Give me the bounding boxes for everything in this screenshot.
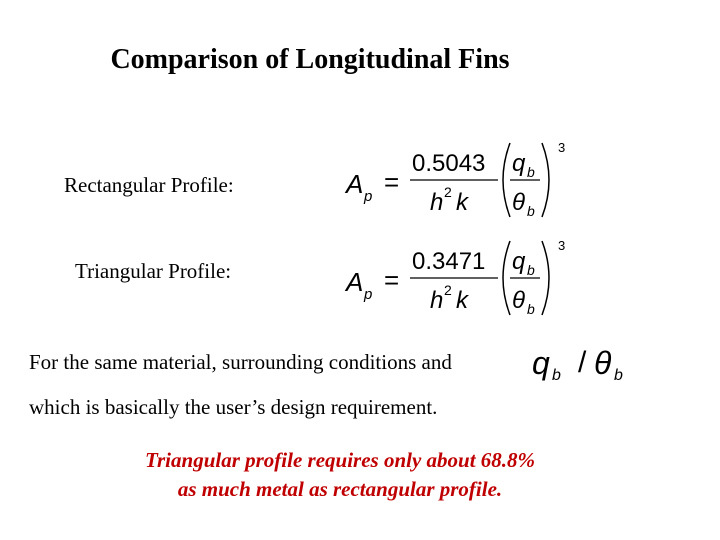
formula-theta: θ bbox=[512, 287, 526, 314]
ratio-theta: θ bbox=[594, 345, 612, 381]
formula-denominator-exp: 2 bbox=[444, 282, 452, 298]
conclusion bbox=[60, 446, 620, 504]
formula-equals: = bbox=[384, 265, 400, 295]
formula-lhs-sub: p bbox=[364, 188, 373, 205]
formula-theta-sub: b bbox=[527, 301, 535, 317]
formula-lhs: A bbox=[346, 267, 364, 297]
heat-ratio-formula bbox=[528, 338, 638, 388]
formula-q: q bbox=[512, 248, 526, 275]
formula-denominator-tail: k bbox=[456, 287, 468, 314]
formula-lhs: A bbox=[346, 169, 364, 199]
body-line-1: For the same material, surrounding conditions and bbox=[29, 350, 452, 374]
rectangular-profile-label: Rectangular Profile: bbox=[64, 173, 234, 197]
left-paren bbox=[503, 241, 510, 315]
formula-q-sub: b bbox=[527, 262, 535, 278]
body-line-2: which is basically the user’s design requirement. bbox=[29, 395, 438, 419]
triangular-profile-formula bbox=[340, 233, 580, 323]
formula-power: 3 bbox=[558, 238, 566, 253]
triangular-profile-label: Triangular Profile: bbox=[75, 259, 232, 283]
formula-denominator-exp: 2 bbox=[444, 184, 452, 200]
formula-power: 3 bbox=[558, 140, 566, 155]
page-title: Comparison of Longitudinal Fins bbox=[110, 44, 510, 75]
formula-denominator: h bbox=[430, 287, 444, 314]
rectangular-profile-formula bbox=[340, 135, 580, 225]
right-paren bbox=[542, 241, 549, 315]
formula-q: q bbox=[512, 150, 526, 177]
ratio-slash: / bbox=[578, 346, 587, 379]
right-paren bbox=[542, 143, 549, 217]
ratio-q: q bbox=[532, 345, 550, 381]
ratio-q-sub: b bbox=[552, 367, 561, 384]
formula-denominator-tail: k bbox=[456, 189, 468, 216]
formula-q-sub: b bbox=[527, 164, 535, 180]
formula-denominator: h bbox=[430, 189, 444, 216]
formula-coefficient: 0.5043 bbox=[412, 150, 486, 177]
formula-theta-sub: b bbox=[527, 203, 535, 219]
ratio-theta-sub: b bbox=[614, 367, 623, 384]
left-paren bbox=[503, 143, 510, 217]
conclusion-line-2: as much metal as rectangular profile. bbox=[177, 477, 503, 501]
conclusion-line-1: Triangular profile requires only about 68.8% bbox=[144, 448, 536, 472]
formula-theta: θ bbox=[512, 189, 526, 216]
formula-equals: = bbox=[384, 167, 400, 197]
formula-lhs-sub: p bbox=[364, 286, 373, 303]
formula-coefficient: 0.3471 bbox=[412, 248, 486, 275]
